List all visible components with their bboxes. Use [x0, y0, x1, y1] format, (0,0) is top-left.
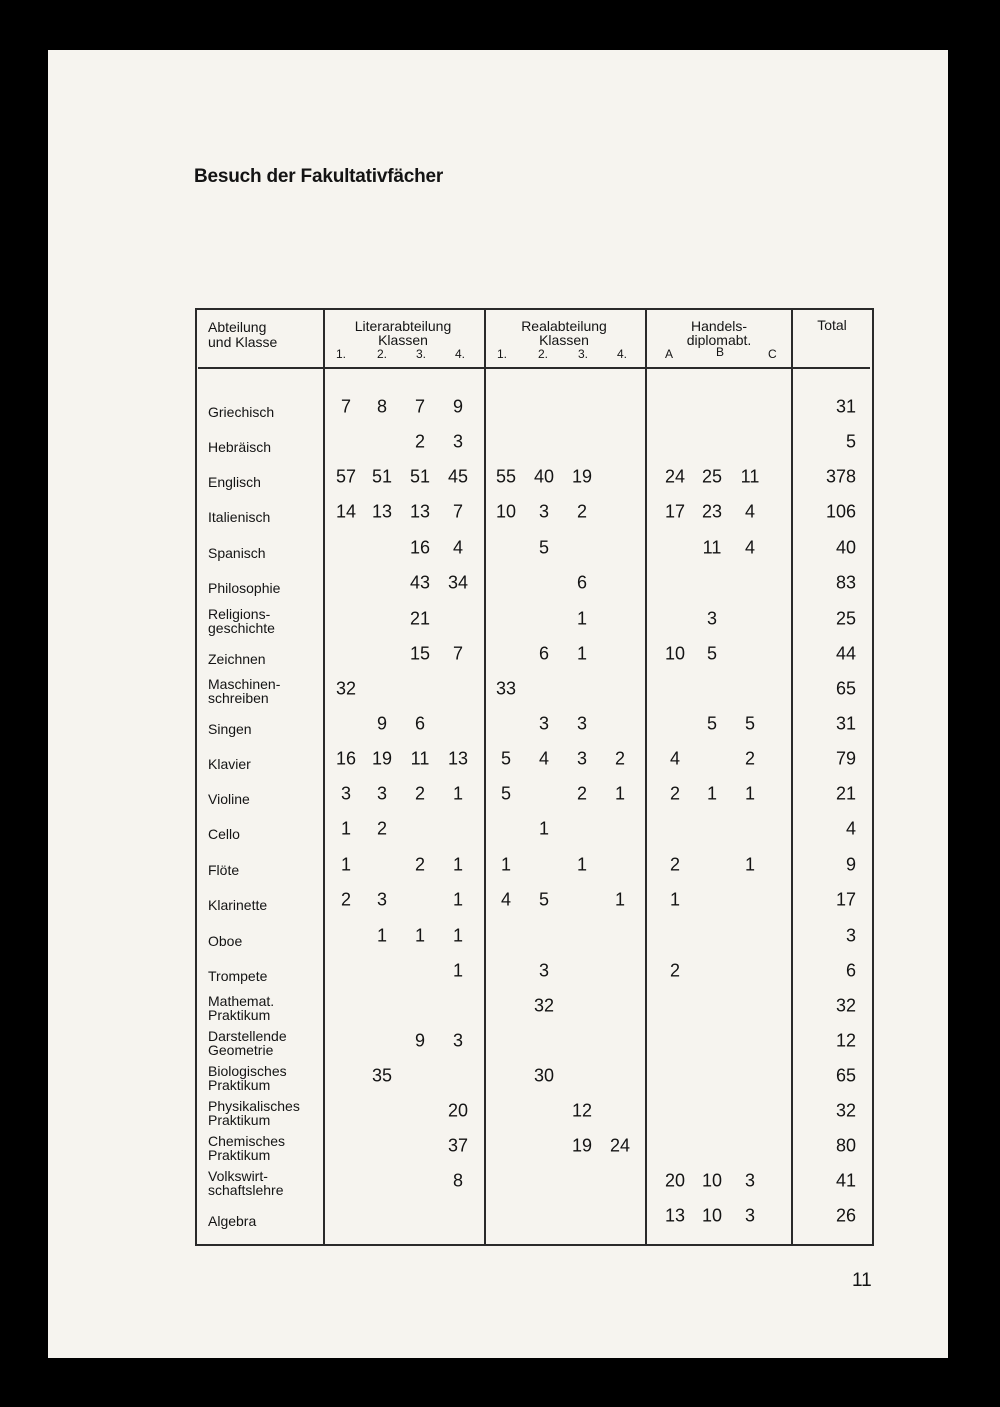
- cell-total: 21: [835, 783, 856, 804]
- cell-real-3: 19: [571, 1135, 593, 1156]
- header-literarabteilung: Literarabteilung: [354, 318, 452, 334]
- cell-literar-3: 1: [414, 925, 426, 946]
- cell-literar-2: 9: [376, 713, 388, 734]
- header-literar-col-1: 1.: [336, 347, 347, 361]
- cell-literar-1: 16: [335, 748, 357, 769]
- header-real-klassen: Klassen: [539, 332, 589, 348]
- row-label-line: Algebra: [208, 1213, 257, 1229]
- header-literar-col-4: 4.: [455, 347, 466, 361]
- cell-total: 25: [835, 608, 856, 629]
- cell-literar-2: 35: [371, 1065, 393, 1086]
- cell-real-3: 12: [571, 1100, 593, 1121]
- row-label-line: Praktikum: [208, 1147, 271, 1163]
- cell-handel-3: 3: [744, 1170, 756, 1191]
- row-label-line: Philosophie: [208, 580, 281, 596]
- cell-handel-3: 3: [744, 1205, 756, 1226]
- row-label-line: Klarinette: [208, 897, 268, 913]
- column-divider-real: [484, 308, 486, 1246]
- cell-literar-4: 8: [452, 1170, 464, 1191]
- cell-literar-4: 34: [447, 572, 469, 593]
- row-label-line: Praktikum: [208, 1112, 271, 1128]
- cell-real-3: 2: [576, 783, 588, 804]
- page-number: 11: [852, 1270, 872, 1291]
- row-label-line: Flöte: [208, 862, 240, 878]
- row-label-line: Oboe: [208, 933, 243, 949]
- header-handel-col-a: A: [665, 347, 674, 361]
- cell-literar-1: 3: [340, 783, 352, 804]
- cell-handel-1: 2: [669, 783, 681, 804]
- cell-literar-3: 51: [409, 466, 431, 487]
- row-label-line: Klavier: [208, 756, 251, 772]
- cell-real-3: 3: [576, 748, 588, 769]
- cell-handel-1: 2: [669, 854, 681, 875]
- cell-literar-1: 14: [335, 501, 357, 522]
- cell-real-3: 1: [576, 608, 588, 629]
- table-top-border: [195, 308, 874, 310]
- row-label-line: Biologisches: [208, 1063, 287, 1079]
- cell-literar-2: 3: [376, 889, 388, 910]
- row-label: [208, 827, 240, 841]
- cell-real-2: 3: [538, 960, 550, 981]
- header-handel-col-c: C: [768, 347, 777, 361]
- cell-real-2: 3: [538, 501, 550, 522]
- header-literar-col-2: 2.: [377, 347, 388, 361]
- cell-handel-2: 10: [701, 1205, 723, 1226]
- cell-literar-2: 51: [371, 466, 393, 487]
- row-label: [208, 440, 271, 454]
- header-real-col-2: 2.: [538, 347, 549, 361]
- header-real-col-4: 4.: [617, 347, 628, 361]
- cell-handel-1: 20: [664, 1170, 686, 1191]
- header-abteilung: Abteilung: [208, 319, 267, 335]
- cell-handel-1: 17: [664, 501, 686, 522]
- row-label: [208, 1099, 300, 1127]
- cell-total: 40: [835, 537, 856, 558]
- cell-literar-4: 20: [447, 1100, 469, 1121]
- row-label-line: Darstellende: [208, 1028, 287, 1044]
- cell-real-4: 1: [614, 889, 626, 910]
- cell-literar-2: 19: [371, 748, 393, 769]
- cell-real-3: 3: [576, 713, 588, 734]
- header-realabteilung: Realabteilung: [521, 318, 607, 334]
- row-label-line: Religions-: [208, 606, 271, 622]
- cell-literar-3: 15: [409, 643, 431, 664]
- cell-real-4: 2: [614, 748, 626, 769]
- cell-handel-2: 23: [701, 501, 723, 522]
- cell-total: 32: [835, 1100, 856, 1121]
- cell-literar-4: 7: [452, 643, 464, 664]
- cell-total: 83: [835, 572, 856, 593]
- cell-total: 44: [835, 643, 856, 664]
- cell-real-2: 32: [533, 995, 555, 1016]
- row-label-line: schreiben: [208, 690, 269, 706]
- row-label: [208, 405, 274, 419]
- row-label-line: Geometrie: [208, 1042, 274, 1058]
- row-label: [208, 546, 266, 560]
- cell-handel-2: 25: [701, 466, 723, 487]
- cell-literar-1: 57: [335, 466, 357, 487]
- cell-literar-4: 3: [452, 1030, 464, 1051]
- cell-handel-3: 2: [744, 748, 756, 769]
- cell-literar-3: 11: [410, 748, 430, 769]
- row-label-line: Praktikum: [208, 1007, 271, 1023]
- cell-total: 80: [835, 1135, 856, 1156]
- row-label-line: Griechisch: [208, 404, 275, 420]
- cell-real-2: 5: [538, 889, 550, 910]
- cell-literar-1: 1: [340, 818, 352, 839]
- cell-literar-4: 37: [447, 1135, 469, 1156]
- cell-literar-3: 2: [414, 783, 426, 804]
- row-label: [208, 581, 280, 595]
- row-label: [208, 1169, 283, 1197]
- cell-total: 6: [845, 960, 856, 981]
- cell-literar-4: 1: [452, 889, 464, 910]
- row-label: [208, 1214, 256, 1228]
- cell-literar-1: 1: [340, 854, 352, 875]
- cell-handel-2: 3: [706, 608, 718, 629]
- header-handels: Handels-: [690, 318, 748, 334]
- row-label: [208, 934, 242, 948]
- cell-total: 4: [845, 818, 856, 839]
- column-divider-literar: [323, 308, 325, 1246]
- row-label-line: geschichte: [208, 620, 275, 636]
- row-label-line: Italienisch: [208, 509, 271, 525]
- row-label-line: Trompete: [208, 968, 268, 984]
- row-label: [208, 607, 275, 635]
- cell-real-2: 6: [538, 643, 550, 664]
- row-label-line: Zeichnen: [208, 651, 266, 667]
- cell-real-4: 1: [614, 783, 626, 804]
- table-bottom-border: [195, 1244, 874, 1246]
- cell-literar-2: 13: [371, 501, 393, 522]
- cell-real-2: 1: [538, 818, 550, 839]
- document-page: [48, 50, 948, 1358]
- header-real-col-1: 1.: [497, 347, 508, 361]
- cell-handel-3: 5: [744, 713, 756, 734]
- page-title: Besuch der Fakultativfächer: [194, 166, 444, 187]
- row-label-line: Praktikum: [208, 1077, 271, 1093]
- cell-literar-4: 45: [447, 466, 469, 487]
- header-literar-col-3: 3.: [416, 347, 427, 361]
- cell-handel-1: 2: [669, 960, 681, 981]
- row-label: [208, 1029, 287, 1057]
- row-label: [208, 757, 251, 771]
- row-label: [208, 792, 250, 806]
- cell-total: 31: [835, 713, 856, 734]
- cell-real-1: 55: [495, 466, 517, 487]
- row-label-line: Spanisch: [208, 545, 266, 561]
- cell-literar-4: 1: [452, 925, 464, 946]
- cell-literar-3: 16: [409, 537, 431, 558]
- cell-handel-1: 24: [664, 466, 686, 487]
- cell-real-1: 33: [495, 678, 517, 699]
- header-handel-col-b: B: [716, 345, 725, 359]
- cell-real-3: 2: [576, 501, 588, 522]
- cell-literar-2: 2: [376, 818, 388, 839]
- row-label: [208, 475, 261, 489]
- row-label-line: schaftslehre: [208, 1182, 284, 1198]
- row-label-line: Cello: [208, 826, 240, 842]
- cell-total: 12: [835, 1030, 856, 1051]
- row-label-line: Hebräisch: [208, 439, 272, 455]
- cell-total: 378: [825, 466, 856, 487]
- cell-handel-3: 1: [744, 854, 756, 875]
- cell-total: 79: [835, 748, 856, 769]
- cell-literar-3: 43: [409, 572, 431, 593]
- cell-literar-3: 9: [414, 1030, 426, 1051]
- cell-total: 26: [835, 1205, 856, 1226]
- column-divider-total: [791, 308, 793, 1246]
- header-total: Total: [817, 317, 847, 333]
- row-label: [208, 969, 267, 983]
- cell-literar-4: 1: [452, 783, 464, 804]
- cell-literar-2: 8: [376, 396, 388, 417]
- cell-real-1: 1: [500, 854, 512, 875]
- row-label: [208, 863, 239, 877]
- cell-real-1: 4: [500, 889, 512, 910]
- table-left-border: [195, 308, 197, 1246]
- cell-literar-1: 32: [335, 678, 357, 699]
- cell-literar-4: 1: [452, 960, 464, 981]
- cell-literar-3: 21: [409, 608, 431, 629]
- cell-handel-2: 1: [706, 783, 718, 804]
- cell-real-1: 5: [500, 783, 512, 804]
- row-label-line: Volkswirt-: [208, 1168, 268, 1184]
- cell-literar-3: 6: [414, 713, 426, 734]
- row-label-line: Mathemat.: [208, 993, 275, 1009]
- cell-literar-3: 2: [414, 431, 426, 452]
- cell-real-3: 1: [576, 854, 588, 875]
- row-label: [208, 898, 267, 912]
- cell-handel-3: 4: [744, 537, 756, 558]
- cell-real-4: 24: [609, 1135, 631, 1156]
- row-label-line: Chemisches: [208, 1133, 286, 1149]
- row-label: [208, 1064, 287, 1092]
- cell-total: 32: [835, 995, 856, 1016]
- cell-real-3: 6: [576, 572, 588, 593]
- cell-total: 65: [835, 1065, 856, 1086]
- cell-literar-2: 3: [376, 783, 388, 804]
- row-label: [208, 510, 270, 524]
- cell-total: 106: [825, 501, 856, 522]
- cell-real-2: 40: [533, 466, 555, 487]
- cell-real-2: 5: [538, 537, 550, 558]
- cell-real-2: 4: [538, 748, 550, 769]
- cell-total: 41: [835, 1170, 856, 1191]
- cell-handel-2: 10: [701, 1170, 723, 1191]
- column-divider-handel: [645, 308, 647, 1246]
- cell-total: 9: [845, 854, 856, 875]
- cell-literar-3: 7: [414, 396, 426, 417]
- cell-real-2: 30: [533, 1065, 555, 1086]
- cell-handel-3: 4: [744, 501, 756, 522]
- header-und-klasse: und Klasse: [208, 334, 278, 350]
- header-diplomabt: diplomabt.: [686, 332, 752, 348]
- cell-handel-3: 1: [744, 783, 756, 804]
- cell-total: 65: [835, 678, 856, 699]
- cell-literar-4: 4: [452, 537, 464, 558]
- row-label-line: Maschinen-: [208, 676, 281, 692]
- cell-real-1: 10: [495, 501, 517, 522]
- cell-literar-1: 7: [340, 396, 352, 417]
- cell-handel-2: 11: [702, 537, 722, 558]
- cell-handel-3: 11: [740, 466, 760, 487]
- row-label-line: Violine: [208, 791, 250, 807]
- cell-handel-1: 4: [669, 748, 681, 769]
- cell-handel-1: 10: [664, 643, 686, 664]
- cell-total: 3: [845, 925, 856, 946]
- cell-literar-3: 2: [414, 854, 426, 875]
- cell-literar-4: 1: [452, 854, 464, 875]
- header-literar-klassen: Klassen: [378, 332, 428, 348]
- cell-literar-4: 9: [452, 396, 464, 417]
- row-label: [208, 722, 252, 736]
- header-divider: [198, 367, 870, 369]
- row-label: [208, 1134, 285, 1162]
- row-label: [208, 652, 266, 666]
- table-right-border: [872, 308, 874, 1246]
- cell-literar-4: 13: [447, 748, 469, 769]
- cell-literar-4: 3: [452, 431, 464, 452]
- cell-literar-1: 2: [340, 889, 352, 910]
- cell-real-2: 3: [538, 713, 550, 734]
- row-label-line: Englisch: [208, 474, 261, 490]
- cell-handel-2: 5: [706, 643, 718, 664]
- row-label: [208, 994, 274, 1022]
- cell-handel-1: 1: [669, 889, 681, 910]
- cell-real-1: 5: [500, 748, 512, 769]
- cell-real-3: 19: [571, 466, 593, 487]
- cell-handel-2: 5: [706, 713, 718, 734]
- cell-literar-2: 1: [376, 925, 388, 946]
- row-label-line: Singen: [208, 721, 252, 737]
- header-real-col-3: 3.: [578, 347, 589, 361]
- cell-total: 5: [845, 431, 856, 452]
- cell-real-3: 1: [576, 643, 588, 664]
- cell-literar-3: 13: [409, 501, 431, 522]
- row-label-line: Physikalisches: [208, 1098, 300, 1114]
- row-label: [208, 677, 280, 705]
- cell-total: 17: [835, 889, 856, 910]
- cell-total: 31: [835, 396, 856, 417]
- cell-handel-1: 13: [664, 1205, 686, 1226]
- cell-literar-4: 7: [452, 501, 464, 522]
